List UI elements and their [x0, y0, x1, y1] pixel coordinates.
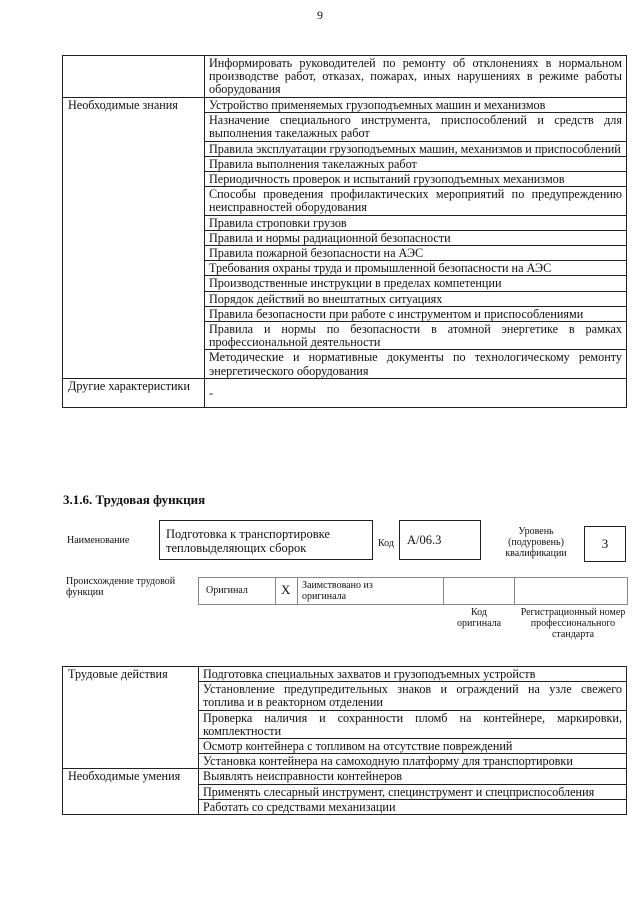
row-label-knowledge: Необходимые знания [63, 98, 205, 379]
original-mark: X [281, 582, 291, 597]
table-cell: Производственные инструкции в пределах компетенции [205, 276, 627, 291]
knowledge-table [62, 55, 627, 408]
table-cell: Требования охраны труда и промышленной безопасности на АЭС [205, 261, 627, 276]
table-row [63, 667, 627, 682]
level-label: Уровень (подуровень) квалификации [505, 526, 567, 559]
table-cell: Правила пожарной безопасности на АЭС [205, 246, 627, 261]
table-cell: - [205, 378, 627, 407]
code-original-caption: Код оригинала [456, 607, 502, 629]
level-box [584, 526, 626, 562]
reg-number-caption: Регистрационный номер профессионального стандарта [520, 607, 626, 640]
original-label: Оригинал [206, 585, 248, 596]
table-cell: Проверка наличия и сохранности пломб на контейнере, маркировки, комплектности [199, 710, 627, 738]
name-label: Наименование [67, 535, 130, 546]
table-cell: Подготовка специальных захватов и грузоподъемных устройств [199, 667, 627, 682]
divider [297, 577, 298, 605]
row-label-skills: Необходимые умения [63, 769, 199, 815]
level-value: 3 [601, 536, 609, 551]
table-row [63, 56, 627, 98]
borrowed-label: Заимствовано из оригинала [302, 580, 373, 602]
code-label: Код [378, 538, 394, 549]
table-cell: Информировать руководителей по ремонту об отклонениях в нормальном производстве работ, отказах, пожарах, иных нарушениях в режиме работы оборудования [205, 56, 627, 98]
table-row [63, 378, 627, 407]
table-cell: Правила и нормы по безопасности в атомной энергетике в рамках профессиональной деятельности [205, 322, 627, 350]
table-cell: Методические и нормативные документы по технологическому ремонту энергетического оборудования [205, 350, 627, 378]
table-cell: Правила эксплуатации грузоподъемных машин, механизмов и приспособлений [205, 141, 627, 156]
name-value: Подготовка к транспортировке тепловыделяющих сборок [166, 527, 330, 555]
table-cell: Устройство применяемых грузоподъемных машин и механизмов [205, 98, 627, 113]
page-number: 9 [317, 8, 323, 22]
table-cell: Правила и нормы радиационной безопасности [205, 230, 627, 245]
row-label-other: Другие характеристики [63, 378, 205, 407]
table-cell: Осмотр контейнера с топливом на отсутствие повреждений [199, 739, 627, 754]
table-cell: Работать со средствами механизации [199, 799, 627, 814]
divider [514, 577, 515, 605]
table-row [63, 98, 627, 113]
table-cell: Назначение специального инструмента, приспособлений и средств для выполнения такелажных работ [205, 113, 627, 141]
table-cell: Способы проведения профилактических мероприятий по предупреждению неисправностей оборудования [205, 187, 627, 215]
table-cell: Правила выполнения такелажных работ [205, 156, 627, 171]
table-cell: Правила безопасности при работе с инструментом и приспособлениями [205, 306, 627, 321]
row-label-actions: Трудовые действия [63, 667, 199, 769]
table-cell: Периодичность проверок и испытаний грузоподъемных механизмов [205, 172, 627, 187]
table-cell: Установление предупредительных знаков и ограждений на узле свежего топлива и в реакторном отделении [199, 682, 627, 710]
code-value: А/06.3 [407, 533, 442, 547]
section-title: 3.1.6. Трудовая функция [63, 492, 206, 507]
row-label [63, 56, 205, 98]
table-cell: Правила строповки грузов [205, 215, 627, 230]
table-cell: Установка контейнера на самоходную платформу для транспортировки [199, 754, 627, 769]
divider [443, 577, 444, 605]
origin-label: Происхождение трудовой функции [66, 576, 176, 598]
divider [275, 577, 276, 605]
actions-table [62, 666, 627, 815]
name-box [159, 520, 373, 560]
table-cell: Выявлять неисправности контейнеров [199, 769, 627, 784]
code-box [399, 520, 481, 560]
origin-box [198, 577, 628, 605]
table-cell: Порядок действий во внештатных ситуациях [205, 291, 627, 306]
table-cell: Применять слесарный инструмент, специнструмент и спецприспособления [199, 784, 627, 799]
table-row [63, 769, 627, 784]
